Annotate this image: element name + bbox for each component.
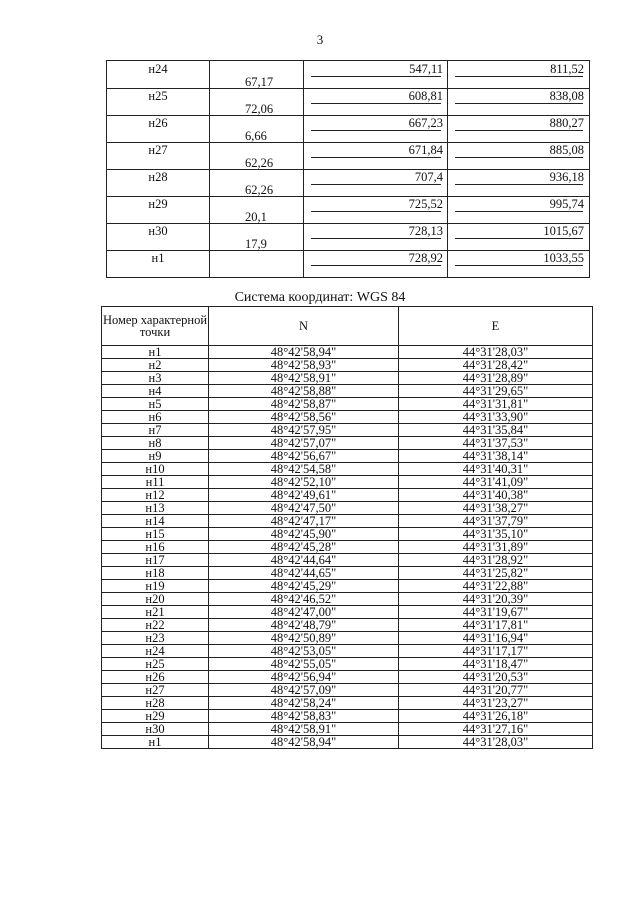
table-row <box>102 463 593 476</box>
distance-table <box>106 60 590 278</box>
y-cell: 811,52 <box>550 62 584 76</box>
table-row <box>107 63 589 75</box>
n-cell: 48°42'58,91" <box>209 372 399 385</box>
n-cell: 48°42'56,94" <box>209 671 399 684</box>
point-cell: н28 <box>102 697 209 710</box>
n-cell: 48°42'54,58" <box>209 463 399 476</box>
e-cell: 44°31'38,27" <box>399 502 593 515</box>
distance-row <box>107 103 589 115</box>
e-cell: 44°31'16,94" <box>399 632 593 645</box>
distance-cell: 6,66 <box>245 129 267 143</box>
e-cell: 44°31'38,14" <box>399 450 593 463</box>
e-cell: 44°31'20,77" <box>399 684 593 697</box>
table-row <box>102 697 593 710</box>
e-cell: 44°31'40,31" <box>399 463 593 476</box>
x-cell: 707,4 <box>414 170 443 184</box>
e-cell: 44°31'40,38" <box>399 489 593 502</box>
e-cell: 44°31'26,18" <box>399 710 593 723</box>
table-row <box>102 385 593 398</box>
n-cell: 48°42'58,93" <box>209 359 399 372</box>
table-row <box>102 619 593 632</box>
n-cell: 48°42'45,90" <box>209 528 399 541</box>
row-divider <box>107 115 589 116</box>
e-cell: 44°31'19,67" <box>399 606 593 619</box>
e-cell: 44°31'20,53" <box>399 671 593 684</box>
n-cell: 48°42'58,24" <box>209 697 399 710</box>
table-row <box>102 541 593 554</box>
point-cell: н4 <box>102 385 209 398</box>
distance-row <box>107 130 589 142</box>
point-cell: н17 <box>102 554 209 567</box>
table-row <box>102 476 593 489</box>
table-header-row <box>102 307 593 346</box>
point-cell: н15 <box>102 528 209 541</box>
point-cell: н5 <box>102 398 209 411</box>
n-cell: 48°42'58,94" <box>209 346 399 359</box>
table-row <box>102 450 593 463</box>
distance-row <box>107 211 589 223</box>
table-row <box>102 554 593 567</box>
n-cell: 48°42'52,10" <box>209 476 399 489</box>
point-cell: н18 <box>102 567 209 580</box>
table-row <box>102 437 593 450</box>
n-cell: 48°42'58,87" <box>209 398 399 411</box>
point-cell: н16 <box>102 541 209 554</box>
table-row <box>102 567 593 580</box>
n-cell: 48°42'58,94" <box>209 736 399 749</box>
x-cell: 547,11 <box>409 62 443 76</box>
n-cell: 48°42'48,79" <box>209 619 399 632</box>
n-cell: 48°42'56,67" <box>209 450 399 463</box>
e-cell: 44°31'17,81" <box>399 619 593 632</box>
y-cell: 1015,67 <box>543 224 584 238</box>
n-cell: 48°42'57,95" <box>209 424 399 437</box>
n-cell: 48°42'49,61" <box>209 489 399 502</box>
e-cell: 44°31'35,10" <box>399 528 593 541</box>
y-cell: 936,18 <box>549 170 584 184</box>
point-cell: н13 <box>102 502 209 515</box>
table-row <box>102 502 593 515</box>
n-cell: 48°42'58,83" <box>209 710 399 723</box>
coordinate-system-caption: Система координат: WGS 84 <box>234 290 406 305</box>
table-row <box>102 346 593 359</box>
point-cell: н8 <box>102 437 209 450</box>
table-row <box>102 606 593 619</box>
e-cell: 44°31'37,53" <box>399 437 593 450</box>
table-row <box>102 515 593 528</box>
n-cell: 48°42'53,05" <box>209 645 399 658</box>
point-cell: н19 <box>102 580 209 593</box>
point-cell: н30 <box>148 224 168 238</box>
n-cell: 48°42'44,64" <box>209 554 399 567</box>
row-divider <box>107 223 589 224</box>
y-cell: 880,27 <box>549 116 584 130</box>
page-number: 3 <box>316 32 324 47</box>
point-cell: н14 <box>102 515 209 528</box>
table-row <box>102 632 593 645</box>
table-row <box>107 90 589 102</box>
e-cell: 44°31'31,89" <box>399 541 593 554</box>
x-cell: 728,92 <box>408 251 443 265</box>
table-row <box>107 252 589 264</box>
table-row <box>102 359 593 372</box>
distance-cell: 72,06 <box>245 102 274 116</box>
e-cell: 44°31'27,16" <box>399 723 593 736</box>
e-cell: 44°31'20,39" <box>399 593 593 606</box>
e-cell: 44°31'18,47" <box>399 658 593 671</box>
distance-cell: 17,9 <box>245 237 267 251</box>
n-cell: 48°42'45,29" <box>209 580 399 593</box>
table-row <box>102 645 593 658</box>
table-row <box>102 398 593 411</box>
n-cell: 48°42'58,88" <box>209 385 399 398</box>
table-row <box>102 736 593 749</box>
n-cell: 48°42'47,50" <box>209 502 399 515</box>
table-row <box>107 225 589 237</box>
e-cell: 44°31'28,42" <box>399 359 593 372</box>
point-cell: н30 <box>102 723 209 736</box>
e-cell: 44°31'37,79" <box>399 515 593 528</box>
e-cell: 44°31'31,81" <box>399 398 593 411</box>
point-cell: н27 <box>148 143 168 157</box>
table-row <box>102 580 593 593</box>
y-cell: 1033,55 <box>543 251 584 265</box>
e-cell: 44°31'35,84" <box>399 424 593 437</box>
table-row <box>107 198 589 210</box>
table-row <box>102 671 593 684</box>
y-cell: 838,08 <box>549 89 584 103</box>
x-cell: 671,84 <box>408 143 443 157</box>
point-cell: н11 <box>102 476 209 489</box>
table-row <box>107 171 589 183</box>
table-row <box>102 489 593 502</box>
point-cell: н21 <box>102 606 209 619</box>
e-cell: 44°31'17,17" <box>399 645 593 658</box>
point-cell: н3 <box>102 372 209 385</box>
n-cell: 48°42'58,56" <box>209 411 399 424</box>
point-cell: н29 <box>102 710 209 723</box>
distance-row <box>107 184 589 196</box>
x-cell: 608,81 <box>408 89 443 103</box>
row-divider <box>107 250 589 251</box>
e-cell: 44°31'22,88" <box>399 580 593 593</box>
point-cell: н25 <box>102 658 209 671</box>
e-cell: 44°31'28,89" <box>399 372 593 385</box>
point-cell: н20 <box>102 593 209 606</box>
row-divider <box>107 196 589 197</box>
distance-row <box>107 157 589 169</box>
header-n: N <box>209 307 399 346</box>
table-row <box>102 710 593 723</box>
n-cell: 48°42'46,52" <box>209 593 399 606</box>
table-row <box>102 528 593 541</box>
point-cell: н12 <box>102 489 209 502</box>
point-cell: н24 <box>102 645 209 658</box>
table-row <box>102 684 593 697</box>
y-cell: 995,74 <box>549 197 584 211</box>
point-cell: н6 <box>102 411 209 424</box>
distance-cell: 67,17 <box>245 75 274 89</box>
point-cell: н1 <box>102 736 209 749</box>
distance-cell: 62,26 <box>245 156 274 170</box>
row-divider <box>107 142 589 143</box>
e-cell: 44°31'28,92" <box>399 554 593 567</box>
e-cell: 44°31'28,03" <box>399 346 593 359</box>
distance-cell: 62,26 <box>245 183 274 197</box>
point-cell: н26 <box>148 116 168 130</box>
table-row <box>102 658 593 671</box>
n-cell: 48°42'44,65" <box>209 567 399 580</box>
cell-underline <box>455 265 583 266</box>
distance-row <box>107 76 589 88</box>
header-e: E <box>399 307 593 346</box>
row-divider <box>107 88 589 89</box>
point-cell: н22 <box>102 619 209 632</box>
n-cell: 48°42'47,17" <box>209 515 399 528</box>
table-row <box>102 411 593 424</box>
x-cell: 728,13 <box>408 224 443 238</box>
point-cell: н9 <box>102 450 209 463</box>
table-row <box>107 144 589 156</box>
point-cell: н1 <box>151 251 165 265</box>
point-cell: н27 <box>102 684 209 697</box>
e-cell: 44°31'29,65" <box>399 385 593 398</box>
point-cell: н10 <box>102 463 209 476</box>
table-row <box>102 424 593 437</box>
e-cell: 44°31'28,03" <box>399 736 593 749</box>
point-cell: н28 <box>148 170 168 184</box>
header-point: Номер характерной точки <box>102 307 209 346</box>
e-cell: 44°31'23,27" <box>399 697 593 710</box>
n-cell: 48°42'47,00" <box>209 606 399 619</box>
point-cell: н1 <box>102 346 209 359</box>
distance-cell: 20,1 <box>245 210 267 224</box>
table-row <box>102 372 593 385</box>
x-cell: 725,52 <box>408 197 443 211</box>
n-cell: 48°42'55,05" <box>209 658 399 671</box>
n-cell: 48°42'50,89" <box>209 632 399 645</box>
row-divider <box>107 169 589 170</box>
point-cell: н23 <box>102 632 209 645</box>
point-cell: н25 <box>148 89 168 103</box>
cell-underline <box>311 265 441 266</box>
table-row <box>107 117 589 129</box>
point-cell: н7 <box>102 424 209 437</box>
point-cell: н26 <box>102 671 209 684</box>
point-cell: н24 <box>148 62 168 76</box>
table-row <box>102 723 593 736</box>
e-cell: 44°31'33,90" <box>399 411 593 424</box>
distance-row <box>107 238 589 250</box>
n-cell: 48°42'58,91" <box>209 723 399 736</box>
e-cell: 44°31'25,82" <box>399 567 593 580</box>
point-cell: н29 <box>148 197 168 211</box>
e-cell: 44°31'41,09" <box>399 476 593 489</box>
point-cell: н2 <box>102 359 209 372</box>
n-cell: 48°42'57,07" <box>209 437 399 450</box>
n-cell: 48°42'45,28" <box>209 541 399 554</box>
wgs84-table <box>101 306 593 749</box>
y-cell: 885,08 <box>549 143 584 157</box>
x-cell: 667,23 <box>408 116 443 130</box>
table-row <box>102 593 593 606</box>
n-cell: 48°42'57,09" <box>209 684 399 697</box>
